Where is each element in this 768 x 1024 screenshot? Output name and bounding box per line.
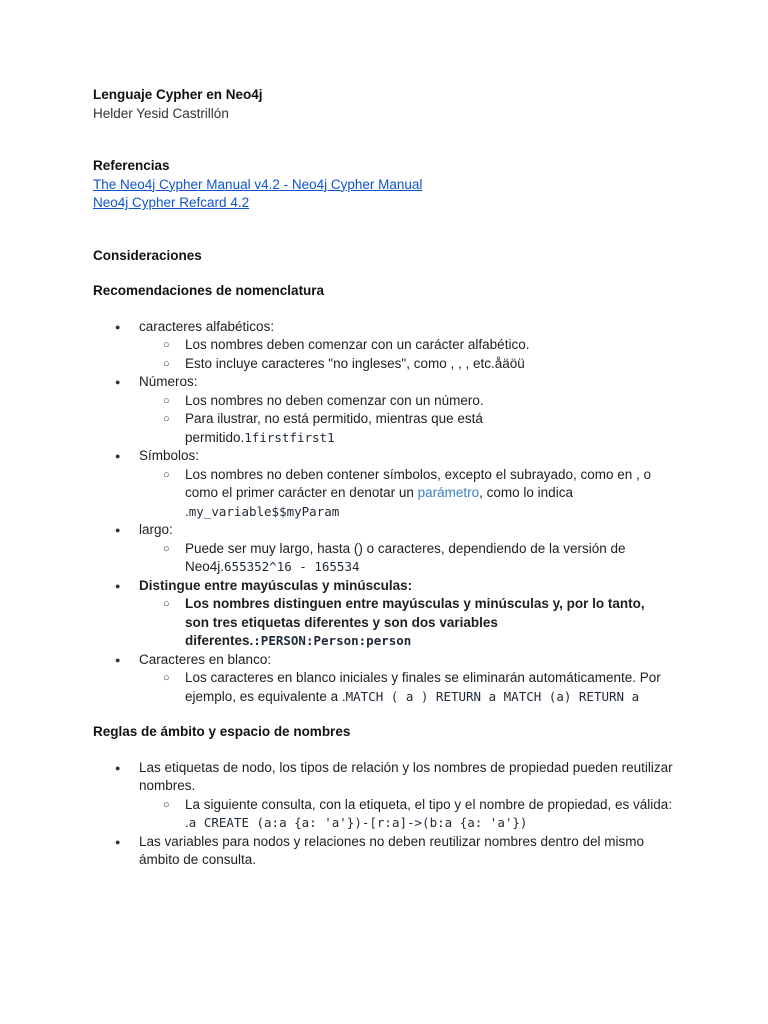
length-sub1-code: 655352^16 - 165534 bbox=[224, 559, 360, 574]
list-item-whitespace bbox=[93, 651, 768, 707]
naming-list bbox=[93, 318, 768, 707]
whitespace-sub1-code: MATCH ( a ) RETURN a MATCH (a) RETURN a bbox=[345, 688, 640, 704]
list-item-numbers bbox=[93, 373, 768, 447]
scope-item1: Las etiquetas de nodo, los tipos de relación y los nombres de propiedad pueden reutilizar nombres. bbox=[139, 759, 673, 793]
numbers-sub1: Los nombres no deben comenzar con un número. bbox=[185, 392, 484, 408]
list-item-length bbox=[93, 521, 768, 577]
numbers-sub2-code: 1firstfirst1 bbox=[244, 429, 335, 445]
list-item-case bbox=[93, 577, 768, 651]
list-item-symbols bbox=[93, 447, 768, 521]
length-label: largo: bbox=[139, 522, 173, 537]
list-item bbox=[139, 669, 675, 706]
case-sub1-code: :PERSON:Person:person bbox=[253, 633, 412, 648]
references-heading: Referencias bbox=[93, 158, 170, 173]
link-cypher-refcard[interactable]: Neo4j Cypher Refcard 4.2 bbox=[93, 195, 250, 210]
list-item-scope-2 bbox=[93, 833, 684, 870]
document-author: Helder Yesid Castrillón bbox=[93, 105, 229, 121]
list-item bbox=[139, 796, 675, 833]
list-item bbox=[139, 355, 768, 374]
scope-item1-sub-text: La siguiente consulta, con la etiqueta, el tipo y el nombre de propiedad, es válida: . bbox=[185, 796, 673, 830]
scope-item2: Las variables para nodos y relaciones no deben reutilizar nombres dentro del mismo ámbito de consulta. bbox=[139, 833, 645, 867]
symbols-sub1-code: my_variable$$myParam bbox=[188, 503, 340, 519]
list-item bbox=[139, 595, 655, 651]
scope-list bbox=[93, 759, 768, 870]
whitespace-label: Caracteres en blanco: bbox=[139, 651, 272, 667]
case-label: Distingue entre mayúsculas y minúsculas: bbox=[139, 577, 413, 593]
list-item bbox=[139, 466, 675, 522]
list-item-alpha bbox=[93, 318, 768, 374]
list-item bbox=[139, 392, 768, 411]
alpha-label: caracteres alfabéticos: bbox=[139, 318, 275, 334]
scope-item1-sub-code: a CREATE (a:a {a: 'a'})-[r:a]->(b:a {a: 'a'}) bbox=[188, 815, 528, 830]
case-sub1-text: Los nombres distinguen entre mayúsculas y minúsculas y, por lo tanto, son tres etiquetas diferentes y son dos variables diferentes. bbox=[185, 596, 645, 648]
whitespace-sub1-text: Los caracteres en blanco iniciales y finales se eliminarán automáticamente. Por ejemplo, es equivalente a . bbox=[185, 670, 661, 704]
document-title: Lenguaje Cypher en Neo4j bbox=[93, 87, 263, 102]
parameter-link[interactable]: parámetro bbox=[417, 485, 480, 500]
list-item bbox=[139, 540, 675, 577]
numbers-sub2-text: Para ilustrar, no está permitido, mientras que está permitido. bbox=[185, 411, 483, 445]
scope-heading: Reglas de ámbito y espacio de nombres bbox=[93, 724, 351, 739]
considerations-heading: Consideraciones bbox=[93, 247, 202, 263]
list-item-scope-1 bbox=[93, 759, 684, 833]
list-item bbox=[139, 336, 768, 355]
list-item bbox=[139, 410, 485, 447]
symbols-sub1-text-end: , como lo indica . bbox=[185, 485, 573, 519]
symbols-label: Símbolos: bbox=[139, 448, 200, 463]
link-cypher-manual[interactable]: The Neo4j Cypher Manual v4.2 - Neo4j Cypher Manual bbox=[93, 176, 423, 192]
alpha-sub1: Los nombres deben comenzar con un carácter alfabético. bbox=[185, 337, 530, 352]
naming-heading: Recomendaciones de nomenclatura bbox=[93, 283, 325, 298]
numbers-label: Números: bbox=[139, 374, 198, 389]
alpha-sub2: Esto incluye caracteres "no ingleses", como , , , etc.åäöü bbox=[185, 355, 525, 371]
symbols-sub1-text: Los nombres no deben contener símbolos, excepto el subrayado, como en , o como el primer carácter en denotar un bbox=[185, 466, 652, 500]
length-sub1-text: Puede ser muy largo, hasta () o caracteres, dependiendo de la versión de Neo4j. bbox=[185, 540, 626, 574]
